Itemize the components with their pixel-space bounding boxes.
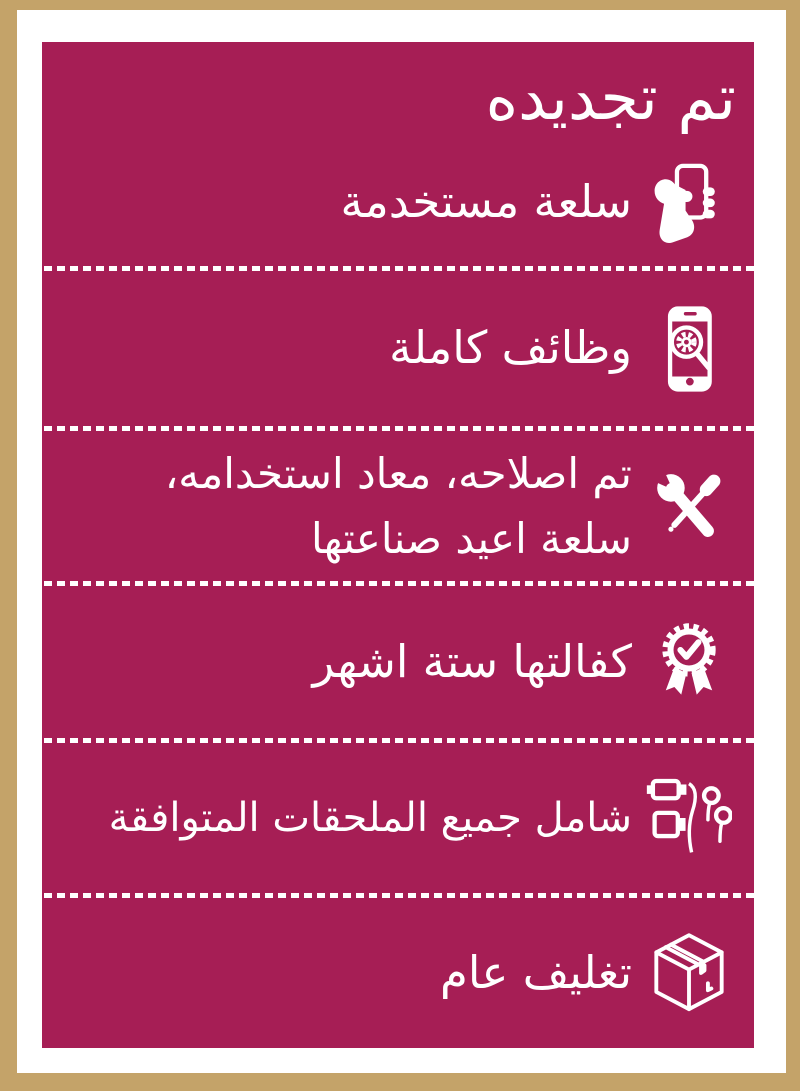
feature-line-2: سلعة اعيد صناعتها [310, 514, 632, 563]
feature-line-1: تم اصلاحه، معاد استخدامه، [164, 448, 632, 498]
accessories-cables-earphones-icon [646, 769, 732, 867]
feature-row-repaired [42, 431, 754, 581]
warranty-badge-icon [646, 619, 732, 705]
feature-label: وظائف كاملة [389, 321, 632, 375]
panel-title: تم تجديده [485, 61, 736, 134]
feature-label [165, 441, 632, 571]
feature-row-used-item [42, 139, 754, 266]
feature-label: كفالتها ستة اشهر [312, 634, 632, 688]
phone-diagnostics-icon [646, 300, 732, 398]
feature-panel [42, 42, 754, 1048]
segment-packaging [42, 898, 754, 1048]
feature-label: تغليف عام [439, 945, 632, 999]
feature-row-full-functions [42, 271, 754, 426]
feature-label: سلعة مستخدمة [340, 174, 632, 228]
segment-title-used [42, 42, 754, 266]
segment-warranty [42, 586, 754, 738]
segment-repaired [42, 431, 754, 581]
segment-accessories [42, 743, 754, 893]
feature-row-warranty [42, 586, 754, 738]
repair-tools-icon [646, 463, 732, 549]
segment-full-functions [42, 271, 754, 426]
feature-row-packaging [42, 898, 754, 1048]
feature-label: شامل جميع الملحقات المتوافقة [108, 795, 632, 841]
hand-holding-phone-icon [646, 159, 732, 245]
feature-row-accessories [42, 743, 754, 893]
packaging-box-icon [646, 924, 732, 1022]
